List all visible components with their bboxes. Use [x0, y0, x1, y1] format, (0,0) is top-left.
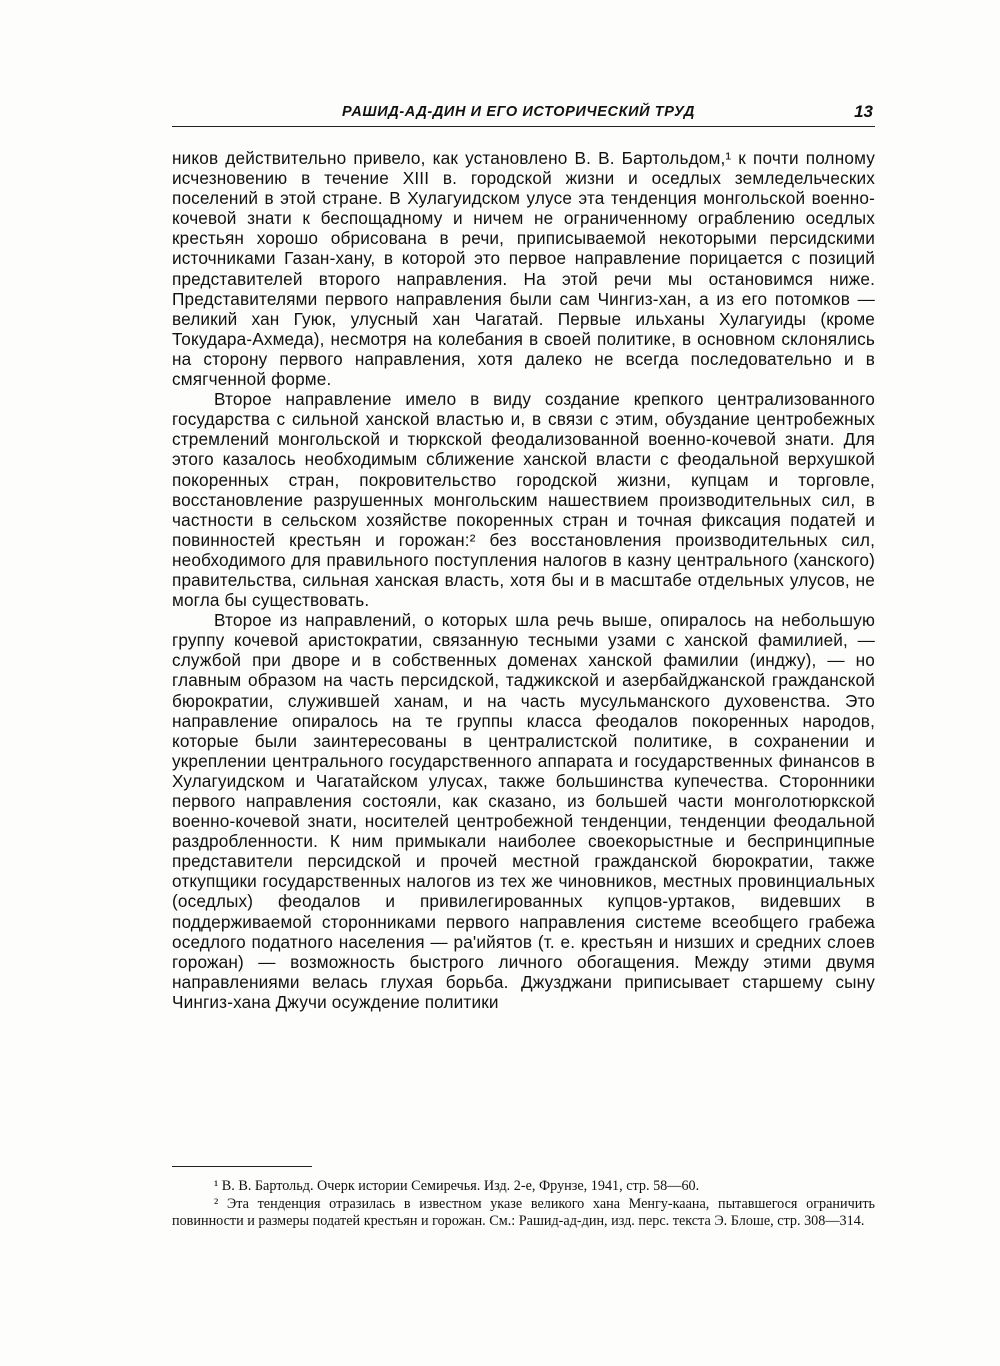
footnote-1: ¹ В. В. Бартольд. Очерк истории Семиречья. Изд. 2-е, Фрунзе, 1941, стр. 58—60. — [214, 1178, 700, 1194]
running-title: РАШИД-АД-ДИН И ЕГО ИСТОРИЧЕСКИЙ ТРУД — [342, 104, 695, 120]
paragraph-3: Второе из направлений, о которых шла речь выше, опиралось на небольшую группу кочевой аристократии, связанную тесными узами с ханской фамилией, — службой при дворе и в собственных доменах ханской фамилии (инджу), — но главным образом на часть персидской, таджикской и азербайджанской гражданской бюрократии, служившей ханам, и на часть мусульманского духовенства. Это направление опиралось на те группы класса феодалов покоренных народов, которые были заинтересованы в централистской политике, в сохранении и укреплении центрального государственного аппарата и государственных финансов в Хулагуидском и Чагатайском улусах, также большинства купечества. Сторонники первого направления состояли, как сказано, из большей части монголотюркской военно-кочевой знати, носителей центробежной тенденции, тенденции феодальной раздробленности. К ним примыкали наиболее своекорыстные и беспринципные представители персидской и прочей местной гражданской бюрократии, также откупщики государственных налогов из тех же чиновников, местных провинциальных (оседлых) феодалов и привилегированных купцов-уртаков, видевших в поддерживаемой сторонниками первого направления системе всеобщего грабежа оседлого податного населения — ра'ийятов (т. е. крестьян и низших и средних слоев горожан) — возможность быстрого личного обогащения. Между этими двумя направлениями велась глухая борьба. Джузджани приписывает старшему сыну Чингиз-хана Джучи осуждение политики — [172, 610, 875, 1012]
main-text — [172, 148, 875, 1012]
footnote-separator — [172, 1166, 312, 1167]
paragraph-2: Второе направление имело в виду создание крепкого централизованного государства с сильной ханской властью и, в связи с этим, обуздание центробежных стремлений монгольской и тюркской феодализованной военно-кочевой знати. Для этого казалось необходимым сближение ханской власти с феодальной верхушкой покоренных стран, покровительство городской жизни, купцам и торговле, восстановление разрушенных монгольским нашествием производительных сил, в частности в сельском хозяйстве покоренных стран и точная фиксация податей и повинностей крестьян и горожан:² без восстановления производительных сил, необходимого для правильного поступления налогов в казну центрального (ханского) правительства, сильная ханская власть, хотя бы и в масштабе отдельных улусов, не могла бы существовать. — [172, 389, 875, 611]
footnotes — [172, 1178, 875, 1231]
running-header — [172, 104, 875, 127]
footnote-2: ² Эта тенденция отразилась в известном указе великого хана Менгу-каана, пытавшегося ограничить повинности и размеры податей крестьян и горожан. См.: Рашид-ад-дин, изд. перс. текста Э. Блоше, стр. 308—314. — [172, 1195, 875, 1229]
paragraph-1: ников действительно привело, как установлено В. В. Бартольдом,¹ к почти полному исчезновению в течение XIII в. городской жизни и оседлых земледельческих поселений в этой стране. В Хулагуидском улусе эта тенденция монгольской военно-кочевой знати к беспощадному и ничем не ограниченному ограблению оседлых крестьян хорошо обрисована в речи, приписываемой некоторыми персидскими источниками Газан-хану, в которой это первое направление порицается с позиций представителей второго направления. На этой речи мы остановимся ниже. Представителями первого направления были сам Чингиз-хан, а из его потомков — великий хан Гуюк, улусный хан Чагатай. Первые ильханы Хулагуиды (кроме Токудара-Ахмеда), несмотря на колебания в своей политике, в основном склонялись на сторону первого направления, хотя далеко не всегда последовательно и в смягченной форме. — [172, 148, 875, 390]
page-number: 13 — [854, 102, 873, 121]
